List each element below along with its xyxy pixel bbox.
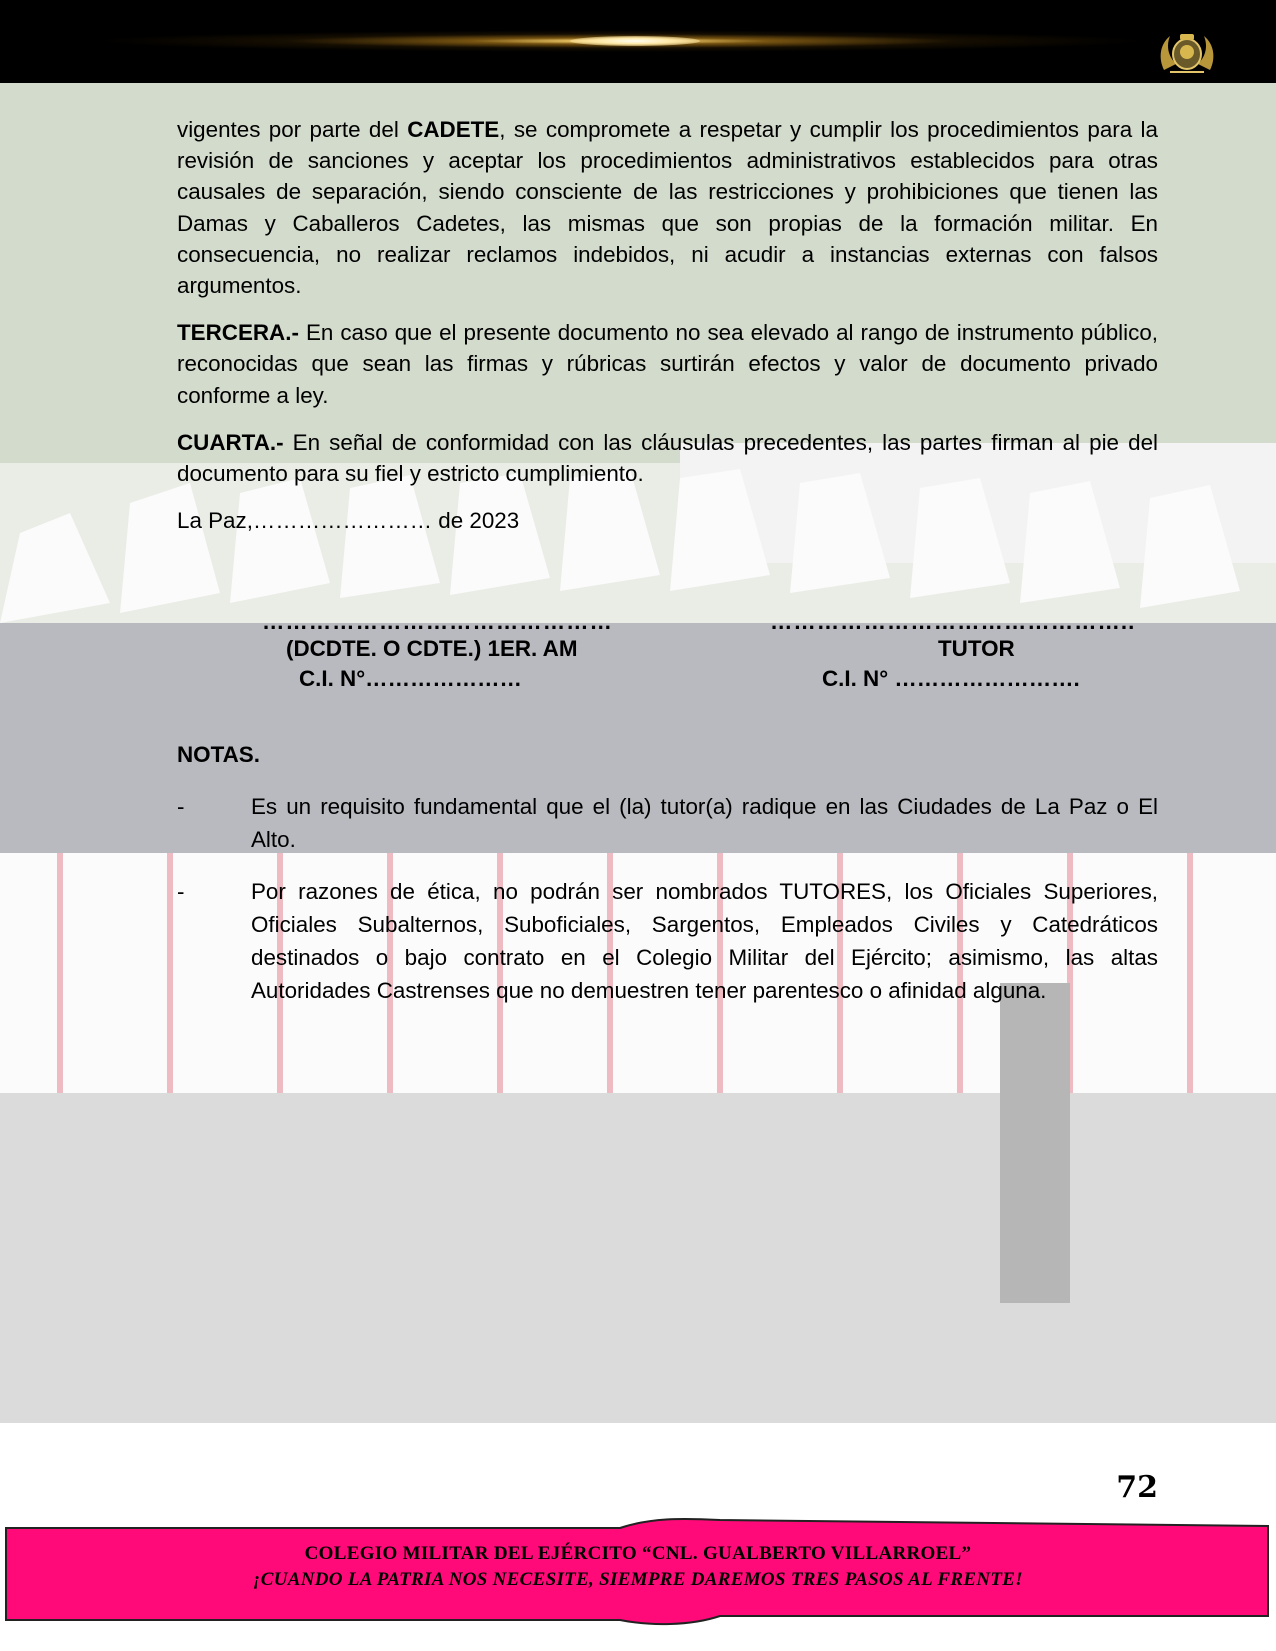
note-item <box>177 875 1158 1007</box>
page-number: 72 <box>1116 1470 1158 1505</box>
clause-text: En señal de conformidad con las cláusulas precedentes, las partes firman al pie del documento para su fiel y estricto cumplimiento. <box>177 429 1158 487</box>
note-dash: - <box>177 794 185 819</box>
note-dash: - <box>177 879 185 904</box>
signature-title-left: (DCDTE. O CDTE.) 1ER. AM <box>286 636 578 661</box>
note-text: Es un requisito fundamental que el (la) tutor(a) radique en las Ciudades de La Paz o El Alto. <box>251 794 1158 852</box>
footer-institution: COLEGIO MILITAR DEL EJÉRCITO “CNL. GUALBERTO VILLARROEL” <box>304 1543 972 1564</box>
signature-title-right: TUTOR <box>938 636 1015 661</box>
paragraph-cuarta <box>177 427 1158 489</box>
clause-label: TERCERA.- <box>177 320 299 346</box>
top-banner <box>0 0 1276 83</box>
clause-text: , se compromete a respetar y cumplir los procedimientos para la revisión de sanciones y aceptar los procedimientos administrativos establecidos para otras causales de separación, siendo consciente de las restricciones y prohibiciones que tienen las Damas y Caballeros Cadetes, las mismas que son propias de la formación militar. En consecuencia, no realizar reclamos indebidos, ni acudir a instancias externas con falsos argumentos. <box>177 117 1158 299</box>
date-line: La Paz,…………………… de 2023 <box>177 508 520 533</box>
clause-text: vigentes por parte del <box>177 117 408 142</box>
note-item <box>177 790 1158 856</box>
paragraph-tercera <box>177 317 1158 411</box>
signature-line-left: ……………………………………… <box>262 609 613 634</box>
signature-line-right: ……………………………………….. <box>770 609 1136 634</box>
footer-motto: ¡CUANDO LA PATRIA NOS NECESITE, SIEMPRE DAREMOS TRES PASOS AL FRENTE! <box>253 1569 1023 1590</box>
clause-label: CUARTA.- <box>177 429 284 455</box>
signature-ci-left: C.I. N°………………… <box>299 666 522 691</box>
notes-title: NOTAS. <box>177 742 260 767</box>
gold-flare-core <box>570 36 700 46</box>
note-text: Por razones de ética, no podrán ser nombrados TUTORES, los Oficiales Superiores, Oficiales Subalternos, Suboficiales, Sargentos, Empleados Civiles y Catedráticos destinados o bajo contrato en el Colegio Militar del Ejército; asimismo, las altas Autoridades Castrenses que no demuestren tener parentesco o afinidad alguna. <box>251 879 1158 1003</box>
document-body <box>177 114 1158 505</box>
paragraph-clause-continuation <box>177 114 1158 301</box>
cadete-emphasis: CADETE <box>407 117 500 142</box>
army-crest-icon <box>1156 30 1218 76</box>
signature-ci-right: C.I. N° ……………………. <box>822 666 1080 691</box>
clause-text: En caso que el presente documento no sea elevado al rango de instrumento público, reconocidas que sean las firmas y rúbricas surtirán efectos y valor de documento privado conforme a ley. <box>177 320 1158 408</box>
